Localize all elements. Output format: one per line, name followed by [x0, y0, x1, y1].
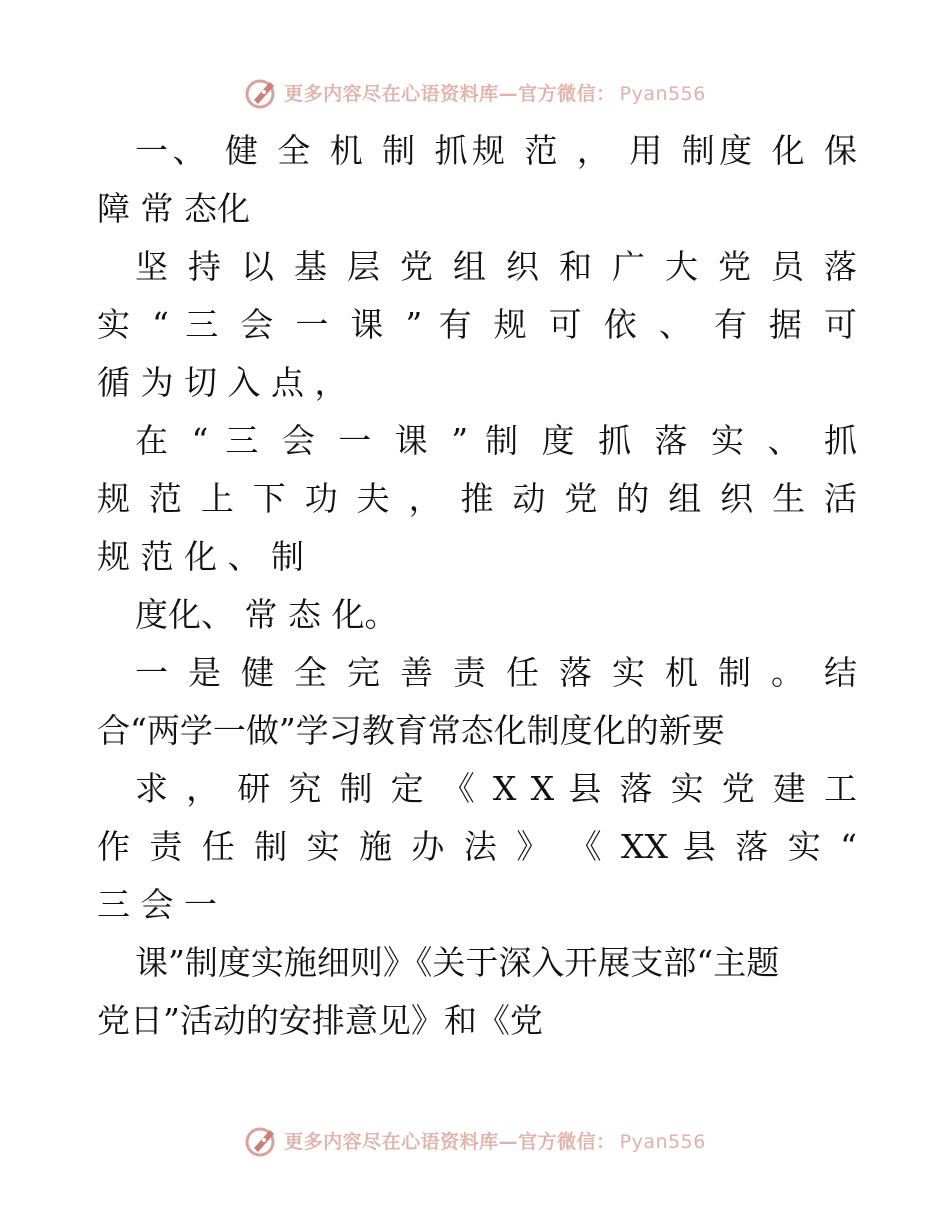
text-line: 求 ， 研 究 制 定 《 X X 县 落 实 党 建 工 — [135, 769, 857, 808]
text-line: 度化、 常 态 化。 — [135, 595, 398, 634]
text-line: 一、 健 全 机 制 抓规 范 ， 用 制度 化 保 — [135, 131, 857, 170]
watermark-header — [0, 72, 950, 112]
text-line: 障 常 态化 — [97, 189, 250, 228]
watermark-footer — [0, 1120, 950, 1160]
watermark-text: 更多内容尽在心语资料库—官方微信： Pyan556 — [284, 82, 706, 105]
pen-nib-logo-icon — [244, 74, 280, 110]
text-line: 作 责 任 制 实 施 办 法 》 《 XX 县 落 实 “ — [97, 827, 857, 866]
text-line: 党日”活动的安排意见》和《党 — [97, 1001, 543, 1040]
text-line: 循 为 切 入 点 ， — [97, 363, 348, 402]
text-line: 规 范 化 、 制 — [97, 537, 304, 576]
text-line: 一 是 健 全 完 善 责 任 落 实 机 制 。 结 — [135, 653, 857, 692]
text-line: 合“两学一做”学习教育常态化制度化的新要 — [97, 711, 725, 750]
text-line: 三 会 一 — [97, 885, 217, 924]
text-line: 在 “ 三 会 一 课 ” 制 度 抓 落 实 、 抓 — [135, 421, 857, 460]
text-line: 课”制度实施细则》《关于深入开展支部“主题 — [135, 943, 780, 982]
text-line: 规 范 上 下 功 夫 ， 推 动 党 的 组 织 生 活 — [97, 479, 857, 518]
text-line: 坚 持 以 基 层 党 组 织 和 广 大 党 员 落 — [135, 247, 857, 286]
text-line: 实 “ 三 会 一 课 ” 有 规 可 依 、 有 据 可 — [97, 305, 857, 344]
pen-nib-logo-icon — [244, 1122, 280, 1158]
watermark-text: 更多内容尽在心语资料库—官方微信： Pyan556 — [284, 1130, 706, 1153]
